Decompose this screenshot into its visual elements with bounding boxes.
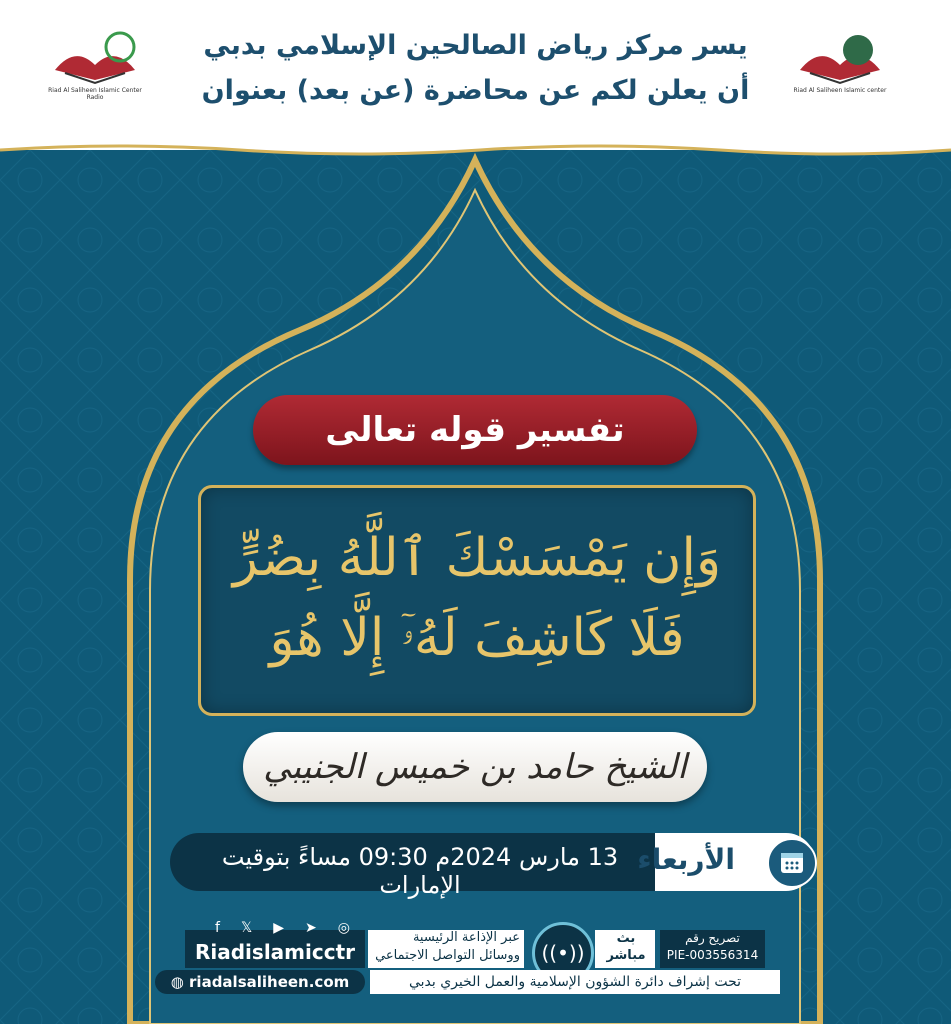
radio-description (370, 929, 520, 965)
center-logo (790, 25, 890, 105)
radio-text-line-1: عبر الإذاعة الرئيسية (412, 930, 520, 945)
book-logo-icon (45, 25, 145, 85)
website-text: riadalsaliheen.com (189, 973, 350, 991)
radio-text-line-2: ووسائل التواصل الاجتماعي (375, 948, 520, 963)
speaker-banner (243, 732, 707, 802)
logo-caption: Riad Al Saliheen Islamic Center Radio (48, 87, 142, 101)
social-handle[interactable]: Riadislamicctr (194, 940, 355, 964)
header-line-2: أن يعلن لكم عن محاضرة (عن بعد) بعنوان (201, 75, 750, 106)
broadcast-icon: ((•)) (532, 922, 594, 984)
x-icon[interactable]: 𝕏 (240, 920, 253, 936)
permit-label: تصريح رقم (685, 931, 740, 945)
lecture-title: تفسير قوله تعالى (325, 410, 625, 450)
lecture-title-banner (253, 395, 697, 465)
telegram-icon[interactable]: ➤ (305, 920, 317, 936)
permit-number: PIE-003556314 (666, 948, 759, 962)
supervision-note: تحت إشراف دائرة الشؤون الإسلامية والعمل الخيري بدبي (370, 970, 780, 994)
header-line-1: يسر مركز رياض الصالحين الإسلامي بدبي (203, 30, 748, 61)
live-label (597, 930, 655, 964)
day-label: الأربعاء (637, 843, 735, 876)
radio-logo (45, 25, 145, 105)
book-logo-icon (790, 25, 890, 85)
verse-panel (198, 485, 756, 716)
facebook-icon[interactable]: f (215, 920, 220, 936)
header (0, 0, 951, 150)
globe-icon: ◍ (170, 973, 190, 991)
day-badge (637, 833, 815, 891)
live-line-2: مباشر (606, 948, 646, 963)
verse-line-2: فَلَا كَاشِفَ لَهُۥٓ إِلَّا هُوَ (269, 608, 685, 668)
youtube-icon[interactable]: ▶ (273, 920, 284, 936)
header-divider (0, 138, 951, 168)
verse-line-1: وَإِن يَمْسَسْكَ ٱللَّهُ بِضُرٍّ (232, 528, 722, 588)
website-link[interactable] (155, 970, 365, 994)
date-time: 13 مارس 2024م 09:30 مساءً بتوقيت الإمارات (221, 843, 619, 899)
instagram-icon[interactable]: ◎ (337, 920, 350, 936)
permit-info (660, 930, 765, 964)
speaker-name: الشيخ حامد بن خميس الجنيبي (263, 747, 687, 787)
live-line-1: بث (616, 931, 636, 946)
logo-caption: Riad Al Saliheen Islamic center (793, 87, 887, 94)
calendar-icon (767, 838, 817, 888)
social-icons (215, 920, 350, 938)
